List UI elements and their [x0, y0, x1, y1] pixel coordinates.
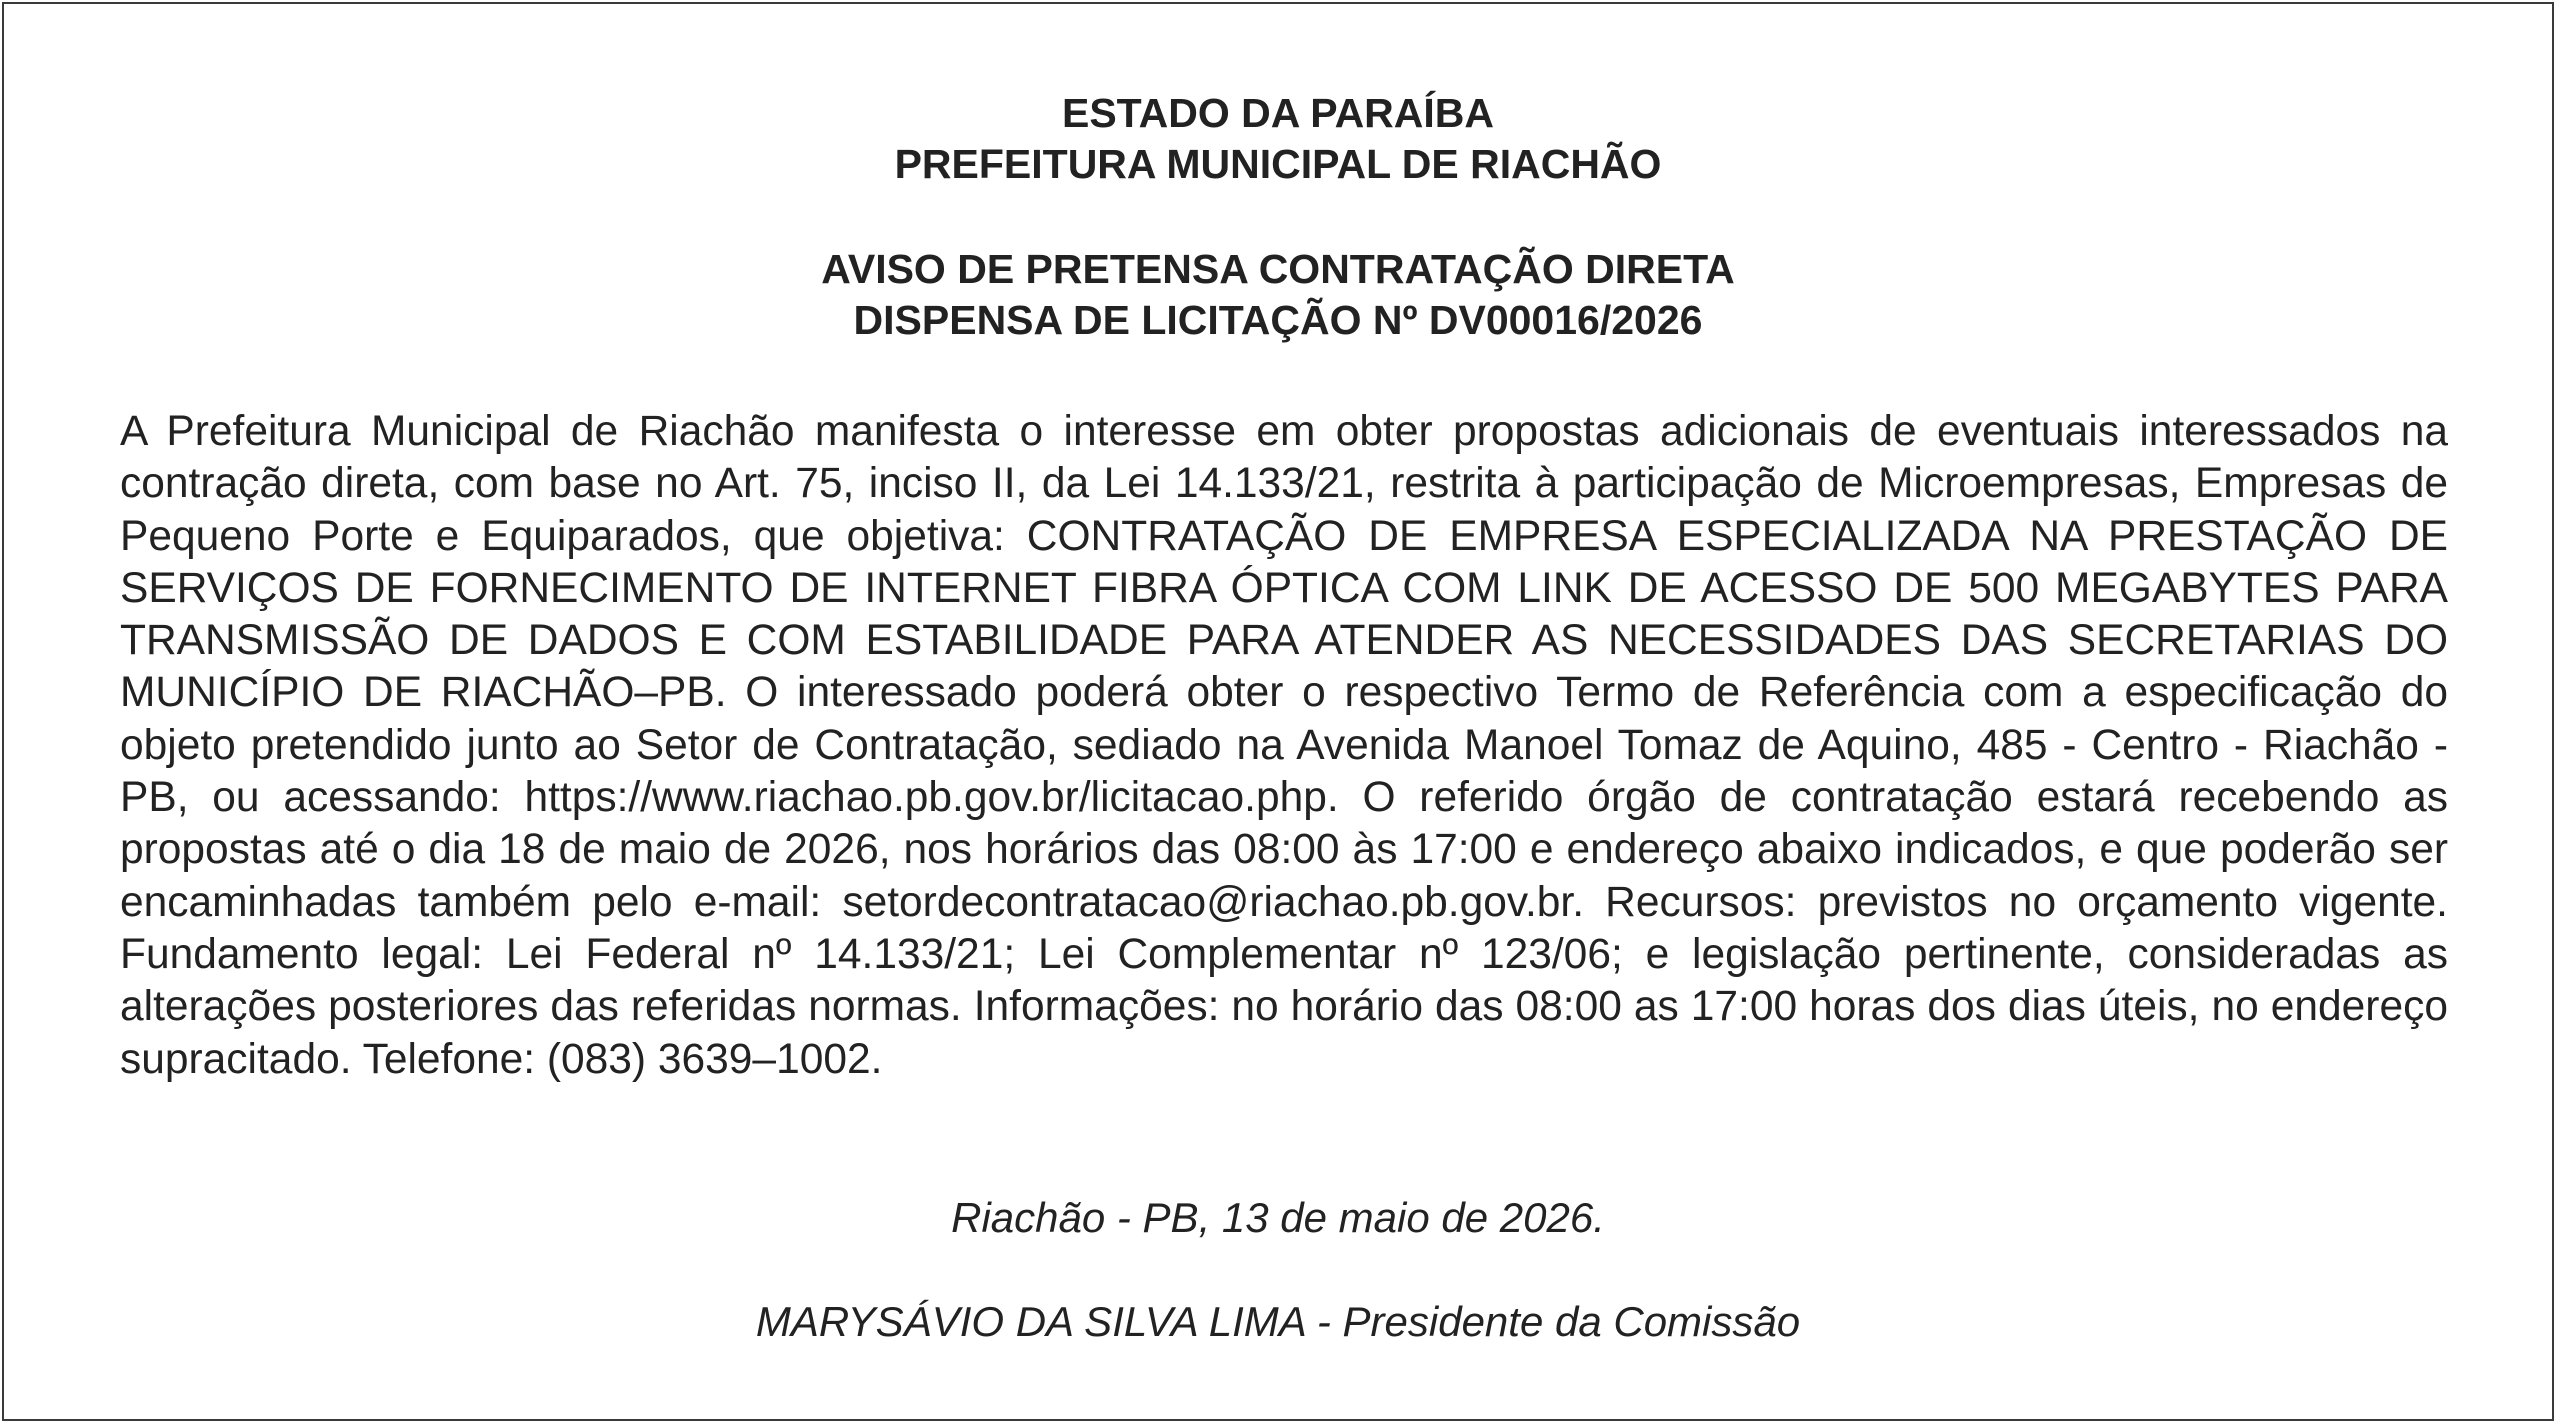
notice-header	[4, 244, 2552, 346]
signature: MARYSÁVIO DA SILVA LIMA - Presidente da Comissão	[755, 1298, 1801, 1345]
notice-frame	[2, 2, 2554, 1421]
municipality-title: PREFEITURA MUNICIPAL DE RIACHÃO	[894, 141, 1662, 187]
notice-title: AVISO DE PRETENSA CONTRATAÇÃO DIRETA	[821, 246, 1735, 292]
notice-subtitle: DISPENSA DE LICITAÇÃO Nº DV00016/2026	[853, 297, 1703, 343]
issuer-header	[4, 88, 2552, 190]
place-date: Riachão - PB, 13 de maio de 2026.	[951, 1194, 1605, 1241]
state-title: ESTADO DA PARAÍBA	[1061, 90, 1495, 136]
notice-body: A Prefeitura Municipal de Riachão manifesta o interesse em obter propostas adicionais de eventuais interessados na contração direta, com base no Art. 75, inciso II, da Lei 14.133/21, restrita à participação de Microempresas, Empresas de Pequeno Porte e Equiparados, que objetiva: CONTRATAÇÃO DE EMPRESA ESPECIALIZADA NA PRESTAÇÃO DE SERVIÇOS DE FORNECIMENTO DE INTERNET FIBRA ÓPTICA COM LINK DE ACESSO DE 500 MEGABYTES PARA TRANSMISSÃO DE DADOS E COM ESTABILIDADE PARA ATENDER AS NECESSIDADES DAS SECRETARIAS DO MUNICÍPIO DE RIACHÃO–PB. O interessado poderá obter o respectivo Termo de Referência com a especificação do objeto pretendido junto ao Setor de Contratação, sediado na Avenida Manoel Tomaz de Aquino, 485 - Centro - Riachão - PB, ou acessando: https://www.riachao.pb.gov.br/licitacao.php. O referido órgão de contratação estará recebendo as propostas até o dia 18 de maio de 2026, nos horários das 08:00 às 17:00 e endereço abaixo indicados, e que poderão ser encaminhadas também pelo e-mail: setordecontratacao@riachao.pb.gov.br. Recursos: previstos no orçamento vigente. Fundamento legal: Lei Federal nº 14.133/21; Lei Complementar nº 123/06; e legislação pertinente, consideradas as alterações posteriores das referidas normas. Informações: no horário das 08:00 as 17:00 horas dos dias úteis, no endereço supracitado. Telefone: (083) 3639–1002.	[120, 408, 2448, 1083]
